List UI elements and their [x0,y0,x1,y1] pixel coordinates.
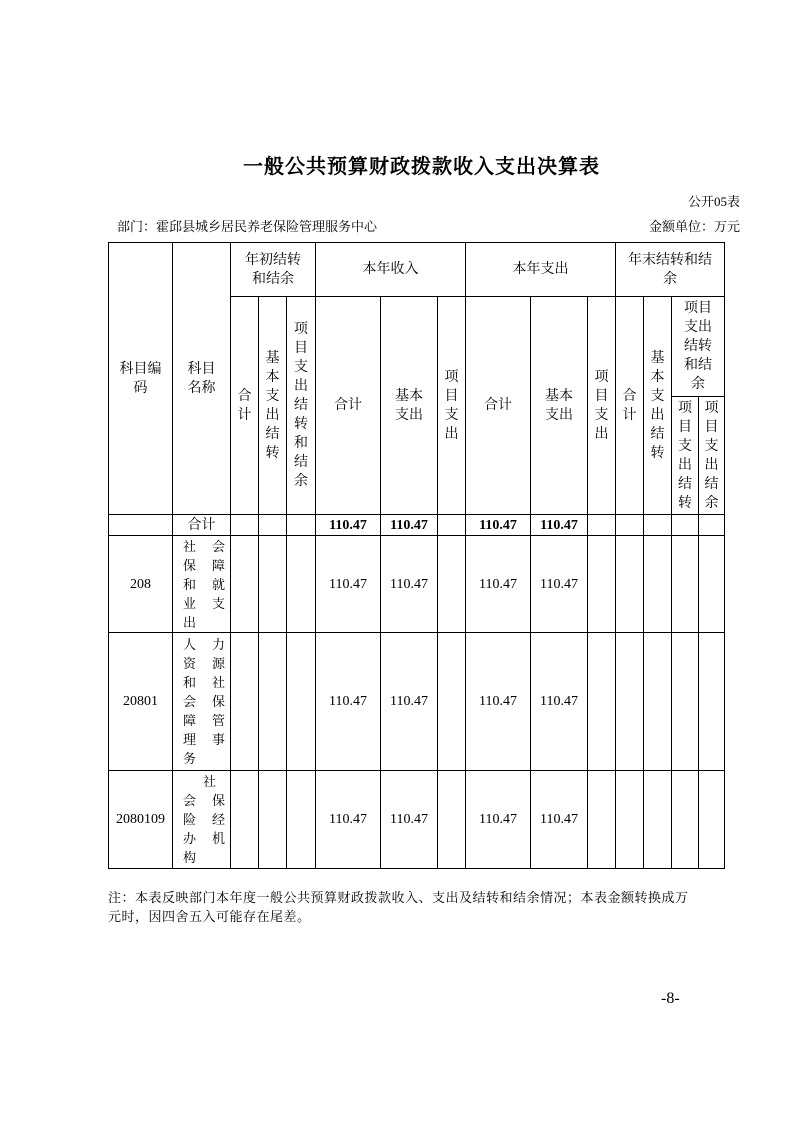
empty-cell [616,515,644,536]
empty-cell [699,771,725,869]
header-opening-total [231,297,259,515]
header-closing-total-label: 合计 [622,388,637,423]
header-closing-project [672,297,725,397]
header-closing-project-balance [699,397,725,515]
department-name: 部门：霍邱县城乡居民养老保险管理服务中心 [117,219,378,234]
header-subject-name [173,243,231,515]
amount-unit: 金额单位：万元 [648,219,740,234]
header-income-basic-label: 基本支出 [395,388,424,423]
empty-cell [231,515,259,536]
header-opening-project [287,297,316,515]
header-closing-project-balance-label: 项目支出结余 [704,400,719,511]
empty-cell [644,515,672,536]
empty-cell [616,771,644,869]
table-row [109,536,725,633]
empty-cell [644,771,672,869]
empty-cell [287,771,316,869]
header-closing-basic [644,297,672,515]
header-income-project [438,297,466,515]
empty-cell [109,515,173,536]
header-opening-basic-label: 基本支出结转 [265,350,280,461]
row-income-total: 110.47 [316,771,381,869]
empty-cell [588,515,616,536]
empty-cell [438,536,466,633]
row-subject-name [173,771,242,869]
header-closing-total [616,297,644,515]
empty-cell [699,633,725,771]
header-closing-project-label: 项目支出结转和结余 [684,301,713,392]
budget-table [108,242,725,869]
header-expense-project-label: 项目支出 [594,369,609,442]
row-income-basic: 110.47 [381,536,438,633]
header-expense-basic [531,297,588,515]
empty-cell [259,536,287,633]
header-current-expense: 本年支出 [466,243,616,297]
header-subject-code [109,243,173,515]
row-income-total: 110.47 [316,536,381,633]
row-expense-basic: 110.47 [531,536,588,633]
row-expense-basic: 110.47 [531,771,588,869]
empty-cell [644,633,672,771]
total-row [109,515,725,536]
form-number: 公开05表 [687,194,740,209]
row-subject-code: 208 [109,536,173,633]
header-opening-total-label: 合计 [237,388,252,423]
header-expense-total: 合计 [466,297,531,515]
header-closing-project-carry-label: 项目支出结转 [678,400,693,511]
row-subject-code: 20801 [109,633,173,771]
total-expense-total: 110.47 [466,515,531,536]
row-subject-name-text: 社会保险经办机构 [183,774,242,865]
row-expense-total: 110.47 [466,633,531,771]
header-opening-project-label: 项目支出结转和结余 [294,322,308,489]
row-income-basic: 110.47 [381,771,438,869]
header-opening-balance [231,243,316,297]
row-subject-code: 2080109 [109,771,173,869]
header-expense-project [588,297,616,515]
header-closing-project-carry [672,397,699,515]
header-current-income: 本年收入 [316,243,466,297]
empty-cell [588,633,616,771]
header-row-1 [109,243,725,297]
empty-cell [672,771,699,869]
row-expense-total: 110.47 [466,771,531,869]
empty-cell [287,515,316,536]
header-income-total: 合计 [316,297,381,515]
empty-cell [287,536,316,633]
empty-cell [672,633,699,771]
empty-cell [672,515,699,536]
header-closing-balance [616,243,725,297]
empty-cell [616,633,644,771]
row-subject-name-text: 社会保障和就业支出 [183,538,242,630]
page-number: -8- [661,990,680,1007]
header-subject-code-label: 科目编码 [119,361,162,396]
empty-cell [287,633,316,771]
header-closing-basic-label: 基本支出结转 [650,350,665,461]
table-row [109,771,725,869]
header-subject-name-label: 科目名称 [187,361,216,396]
total-income-basic: 110.47 [381,515,438,536]
total-row-label: 合计 [173,515,231,536]
header-opening-balance-label: 年初结转和结余 [245,252,301,287]
row-subject-name [173,536,242,633]
header-income-project-label: 项目支出 [444,369,459,442]
row-income-basic: 110.47 [381,633,438,771]
empty-cell [259,633,287,771]
header-expense-basic-label: 基本支出 [545,388,574,423]
empty-cell [616,536,644,633]
header-closing-balance-label: 年末结转和结余 [628,252,713,287]
total-income-total: 110.47 [316,515,381,536]
empty-cell [699,515,725,536]
empty-cell [588,771,616,869]
empty-cell [644,536,672,633]
row-subject-name-text: 人力资源和社会保障管理事务 [183,637,242,766]
empty-cell [259,515,287,536]
empty-cell [438,515,466,536]
row-expense-total: 110.47 [466,536,531,633]
empty-cell [438,771,466,869]
empty-cell [672,536,699,633]
row-subject-name [173,633,242,771]
empty-cell [699,536,725,633]
table-row [109,633,725,771]
empty-cell [259,771,287,869]
header-income-basic [381,297,438,515]
footnote: 注：本表反映部门本年度一般公共预算财政拨款收入、支出及结转和结余情况；本表金额转换成万元时，因四舍五入可能存在尾差。 [108,890,689,924]
empty-cell [438,633,466,771]
empty-cell [588,536,616,633]
header-opening-basic [259,297,287,515]
row-income-total: 110.47 [316,633,381,771]
total-expense-basic: 110.47 [531,515,588,536]
row-expense-basic: 110.47 [531,633,588,771]
page-title: 一般公共预算财政拨款收入支出决算表 [243,156,600,178]
